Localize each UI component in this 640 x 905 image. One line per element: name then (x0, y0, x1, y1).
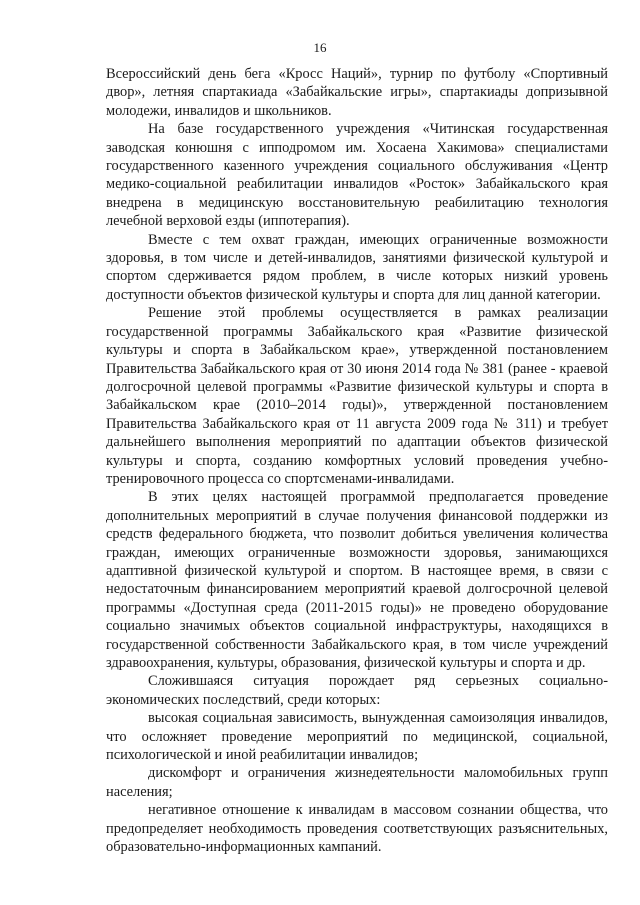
paragraph-consequences-intro: Сложившаяся ситуация порождает ряд серьезных социально-экономических последствий, среди которых: (106, 673, 608, 708)
paragraph-consequence-discomfort: дискомфорт и ограничения жизнедеятельности маломобильных групп населения; (106, 765, 608, 800)
paragraph-additional-measures: В этих целях настоящей программой предполагается проведение дополнительных мероприятий в случае получения финансовой поддержки из средств федерального бюджета, что позволит добиться увеличения количества граждан, имеющих ограниченные возможности здоровья, занимающихся адаптивной физической культурой и спортом. В настоящее время, в связи с недостаточным финансированием мероприятий краевой долгосрочной целевой программы «Доступная среда (2011-2015 годы)» не проведено оборудование социально значимых объектов социальной инфраструктуры, находящихся в государственной собственности Забайкальского края, в том числе учреждений здравоохранения, культуры, образования, физической культуры и спорта и др. (106, 489, 608, 671)
paragraph-accessibility-problem: Вместе с тем охват граждан, имеющих ограниченные возможности здоровья, в том числе и детей-инвалидов, занятиями физической культурой и спортом сдерживается рядом проблем, в числе которых низкий уровень доступности объектов физической культуры и спорта для лиц данной категории. (106, 231, 608, 303)
body-text (106, 65, 608, 856)
paragraph-hippotherapy: На базе государственного учреждения «Читинская государственная заводская конюшня с ипподромом им. Хосаена Хакимова» специалистами государственного казенного учреждения социального обслуживания «Центр медико-социальной реабилитации инвалидов «Росток» Забайкальского края внедрена в медицинскую восстановительную реабилитацию технология лечебной верховой езды (иппотерапия). (106, 121, 608, 230)
paragraph-consequence-attitude: негативное отношение к инвалидам в массовом сознании общества, что предопределяет необходимость проведения соответствующих разъяснительных, образовательно-информационных кампаний. (106, 802, 608, 856)
paragraph-intro-continuation: Всероссийский день бега «Кросс Наций», турнир по футболу «Спортивный двор», летняя спартакиада «Забайкальские игры», спартакиады допризывной молодежи, инвалидов и школьников. (106, 66, 608, 119)
paragraph-state-program: Решение этой проблемы осуществляется в рамках реализации государственной программы Забайкальского края «Развитие физической культуры и спорта в Забайкальском крае», утвержденной постановлением Правительства Забайкальского края от 30 июня 2014 года № 381 (ранее - краевой долгосрочной целевой программы «Развитие физической культуры и спорта в Забайкальском крае (2010–2014 годы)», утвержденной постановлением Правительства Забайкальского края от 11 августа 2009 года № 311) и требует дальнейшего выполнения мероприятий по адаптации объектов физической культуры и спорта, созданию комфортных условий проведения учебно-тренировочного процесса со спортсменами-инвалидами. (106, 305, 608, 487)
page-number: 16 (313, 40, 327, 55)
paragraph-consequence-dependence: высокая социальная зависимость, вынужденная самоизоляция инвалидов, что осложняет проведение мероприятий по медицинской, социальной, психологической и иной реабилитации инвалидов; (106, 710, 608, 764)
